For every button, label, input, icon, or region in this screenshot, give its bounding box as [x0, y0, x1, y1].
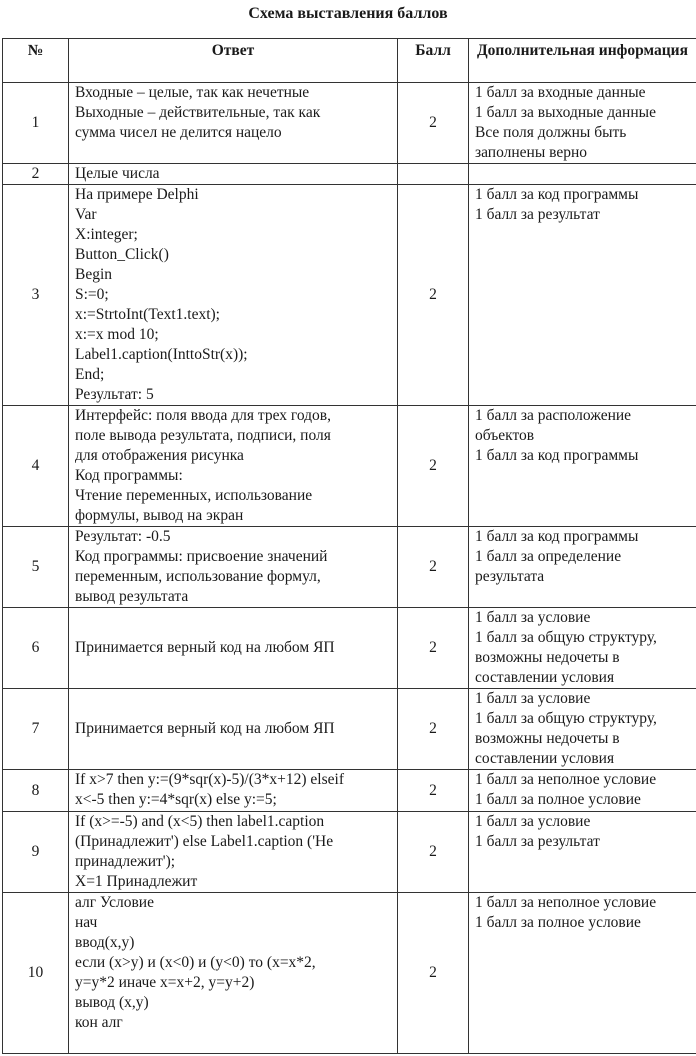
info-cell: [469, 406, 696, 527]
answer-line: Код программы:: [75, 467, 183, 484]
score-cell: 2: [398, 893, 469, 1054]
answer-line: y=y*2 иначе x=x+2, y=y+2): [75, 974, 255, 991]
info-cell: [469, 164, 696, 185]
answer-line: Интерфейс: поля ввода для трех годов,: [75, 407, 331, 424]
answer-line: Begin: [75, 266, 113, 283]
info-line: 1 балл за общую структуру,: [475, 629, 657, 646]
answer-line: алг Условие: [75, 894, 154, 911]
info-cell: [469, 689, 696, 770]
answer-cell: [69, 893, 398, 1054]
answer-line: x<-5 then y:=4*sqr(x) else y:=5;: [75, 791, 277, 808]
header-row: [3, 39, 696, 83]
table-row: [3, 812, 696, 893]
info-line: Все поля должны быть: [475, 124, 627, 141]
answer-line: переменным, использование формул,: [75, 568, 321, 585]
answer-line: If x>7 then y:=(9*sqr(x)-5)/(3*x+12) elseif: [75, 771, 344, 788]
answer-line: x:=x mod 10;: [75, 326, 159, 343]
info-line: 1 балл за расположение: [475, 407, 632, 424]
answer-cell: [69, 770, 398, 812]
answer-line: если (x>y) и (x<0) и (y<0) то (x=x*2,: [75, 954, 316, 971]
score-cell: 2: [398, 185, 469, 406]
answer-line: If (x>=-5) and (x<5) then label1.caption: [75, 813, 325, 830]
answer-line: принадлежит');: [75, 853, 176, 870]
answer-line: Принимается верный код на любом ЯП: [75, 720, 335, 737]
table-row: [3, 893, 696, 1054]
answer-cell: [69, 406, 398, 527]
info-line: возможны недочеты в: [475, 730, 620, 747]
row-number: 3: [3, 185, 69, 406]
header-number: №: [3, 39, 69, 83]
table-row: [3, 608, 696, 689]
answer-cell: [69, 83, 398, 164]
info-line: 1 балл за результат: [475, 206, 600, 223]
info-line: 1 балл за условие: [475, 813, 591, 830]
answer-line: Label1.caption(InttoStr(x));: [75, 346, 248, 363]
info-cell: [469, 770, 696, 812]
answer-line: Чтение переменных, использование: [75, 487, 313, 504]
header-answer: Ответ: [69, 39, 398, 83]
answer-cell: [69, 185, 398, 406]
info-line: 1 балл за результат: [475, 833, 600, 850]
row-number: 6: [3, 608, 69, 689]
answer-cell: [69, 527, 398, 608]
answer-line: Код программы: присвоение значений: [75, 548, 328, 565]
table-row: [3, 689, 696, 770]
answer-line: поле вывода результата, подписи, поля: [75, 427, 331, 444]
answer-line: Выходные – действительные, так как: [75, 104, 321, 121]
answer-line: End;: [75, 366, 105, 383]
answer-line: Button_Click(): [75, 246, 169, 263]
info-cell: [469, 608, 696, 689]
answer-line: для отображения рисунка: [75, 447, 244, 464]
info-line: результата: [475, 568, 545, 585]
answer-line: Var: [75, 206, 97, 223]
answer-line: Входные – целые, так как нечетные: [75, 84, 310, 101]
row-number: 2: [3, 164, 69, 185]
score-cell: 2: [398, 406, 469, 527]
info-line: 1 балл за неполное условие: [475, 894, 657, 911]
answer-line: сумма чисел не делится нацело: [75, 124, 282, 141]
answer-cell: [69, 608, 398, 689]
table-row: [3, 527, 696, 608]
score-cell: 2: [398, 812, 469, 893]
info-cell: [469, 527, 696, 608]
table-row: [3, 83, 696, 164]
scoring-table: [2, 38, 696, 1054]
header-info: Дополнительная информация: [469, 39, 696, 83]
table-row: [3, 406, 696, 527]
answer-line: кон алг: [75, 1014, 123, 1031]
table-row: [3, 185, 696, 406]
row-number: 7: [3, 689, 69, 770]
document-title: Схема выставления баллов: [248, 5, 448, 22]
info-line: 1 балл за условие: [475, 690, 591, 707]
info-cell: [469, 893, 696, 1054]
score-cell: 2: [398, 608, 469, 689]
answer-line: S:=0;: [75, 286, 109, 303]
info-cell: [469, 83, 696, 164]
info-line: возможны недочеты в: [475, 649, 620, 666]
score-cell: 2: [398, 527, 469, 608]
table-row: [3, 770, 696, 812]
info-line: 1 балл за полное условие: [475, 914, 641, 931]
info-line: 1 балл за код программы: [475, 447, 639, 464]
info-line: 1 балл за определение: [475, 548, 622, 565]
answer-line: x:=StrtoInt(Text1.text);: [75, 306, 220, 323]
score-cell: [398, 164, 469, 185]
answer-cell: [69, 164, 398, 185]
score-cell: 2: [398, 83, 469, 164]
answer-line: формулы, вывод на экран: [75, 507, 244, 524]
info-line: 1 балл за полное условие: [475, 791, 641, 808]
answer-line: ввод(x,y): [75, 934, 135, 951]
score-cell: 2: [398, 770, 469, 812]
answer-line: вывод результата: [75, 588, 189, 605]
answer-line: X:integer;: [75, 226, 138, 243]
answer-line: нач: [75, 914, 98, 931]
row-number: 5: [3, 527, 69, 608]
info-line: 1 балл за входные данные: [475, 84, 646, 101]
row-number: 10: [3, 893, 69, 1054]
info-line: заполнены верно: [475, 144, 588, 161]
answer-line: Результат: 5: [75, 386, 154, 403]
info-line: 1 балл за неполное условие: [475, 771, 657, 788]
answer-line: X=1 Принадлежит: [75, 873, 198, 890]
answer-line: Целые числа: [75, 165, 160, 182]
info-line: 1 балл за выходные данные: [475, 104, 656, 121]
info-line: 1 балл за код программы: [475, 186, 639, 203]
answer-line: Результат: -0.5: [75, 528, 171, 545]
table-row: [3, 164, 696, 185]
row-number: 8: [3, 770, 69, 812]
info-line: 1 балл за общую структуру,: [475, 710, 657, 727]
row-number: 9: [3, 812, 69, 893]
answer-cell: [69, 689, 398, 770]
answer-line: На примере Delphi: [75, 186, 199, 203]
row-number: 1: [3, 83, 69, 164]
answer-cell: [69, 812, 398, 893]
answer-line: вывод (x,y): [75, 994, 149, 1011]
score-cell: 2: [398, 689, 469, 770]
info-line: составлении условия: [475, 669, 615, 686]
answer-line: Принимается верный код на любом ЯП: [75, 639, 335, 656]
info-line: объектов: [475, 427, 535, 444]
row-number: 4: [3, 406, 69, 527]
info-cell: [469, 812, 696, 893]
answer-line: (Принадлежит') else Label1.caption ('Не: [75, 833, 334, 850]
info-cell: [469, 185, 696, 406]
header-score: Балл: [398, 39, 469, 83]
info-line: 1 балл за условие: [475, 609, 591, 626]
info-line: 1 балл за код программы: [475, 528, 639, 545]
info-line: составлении условия: [475, 750, 615, 767]
